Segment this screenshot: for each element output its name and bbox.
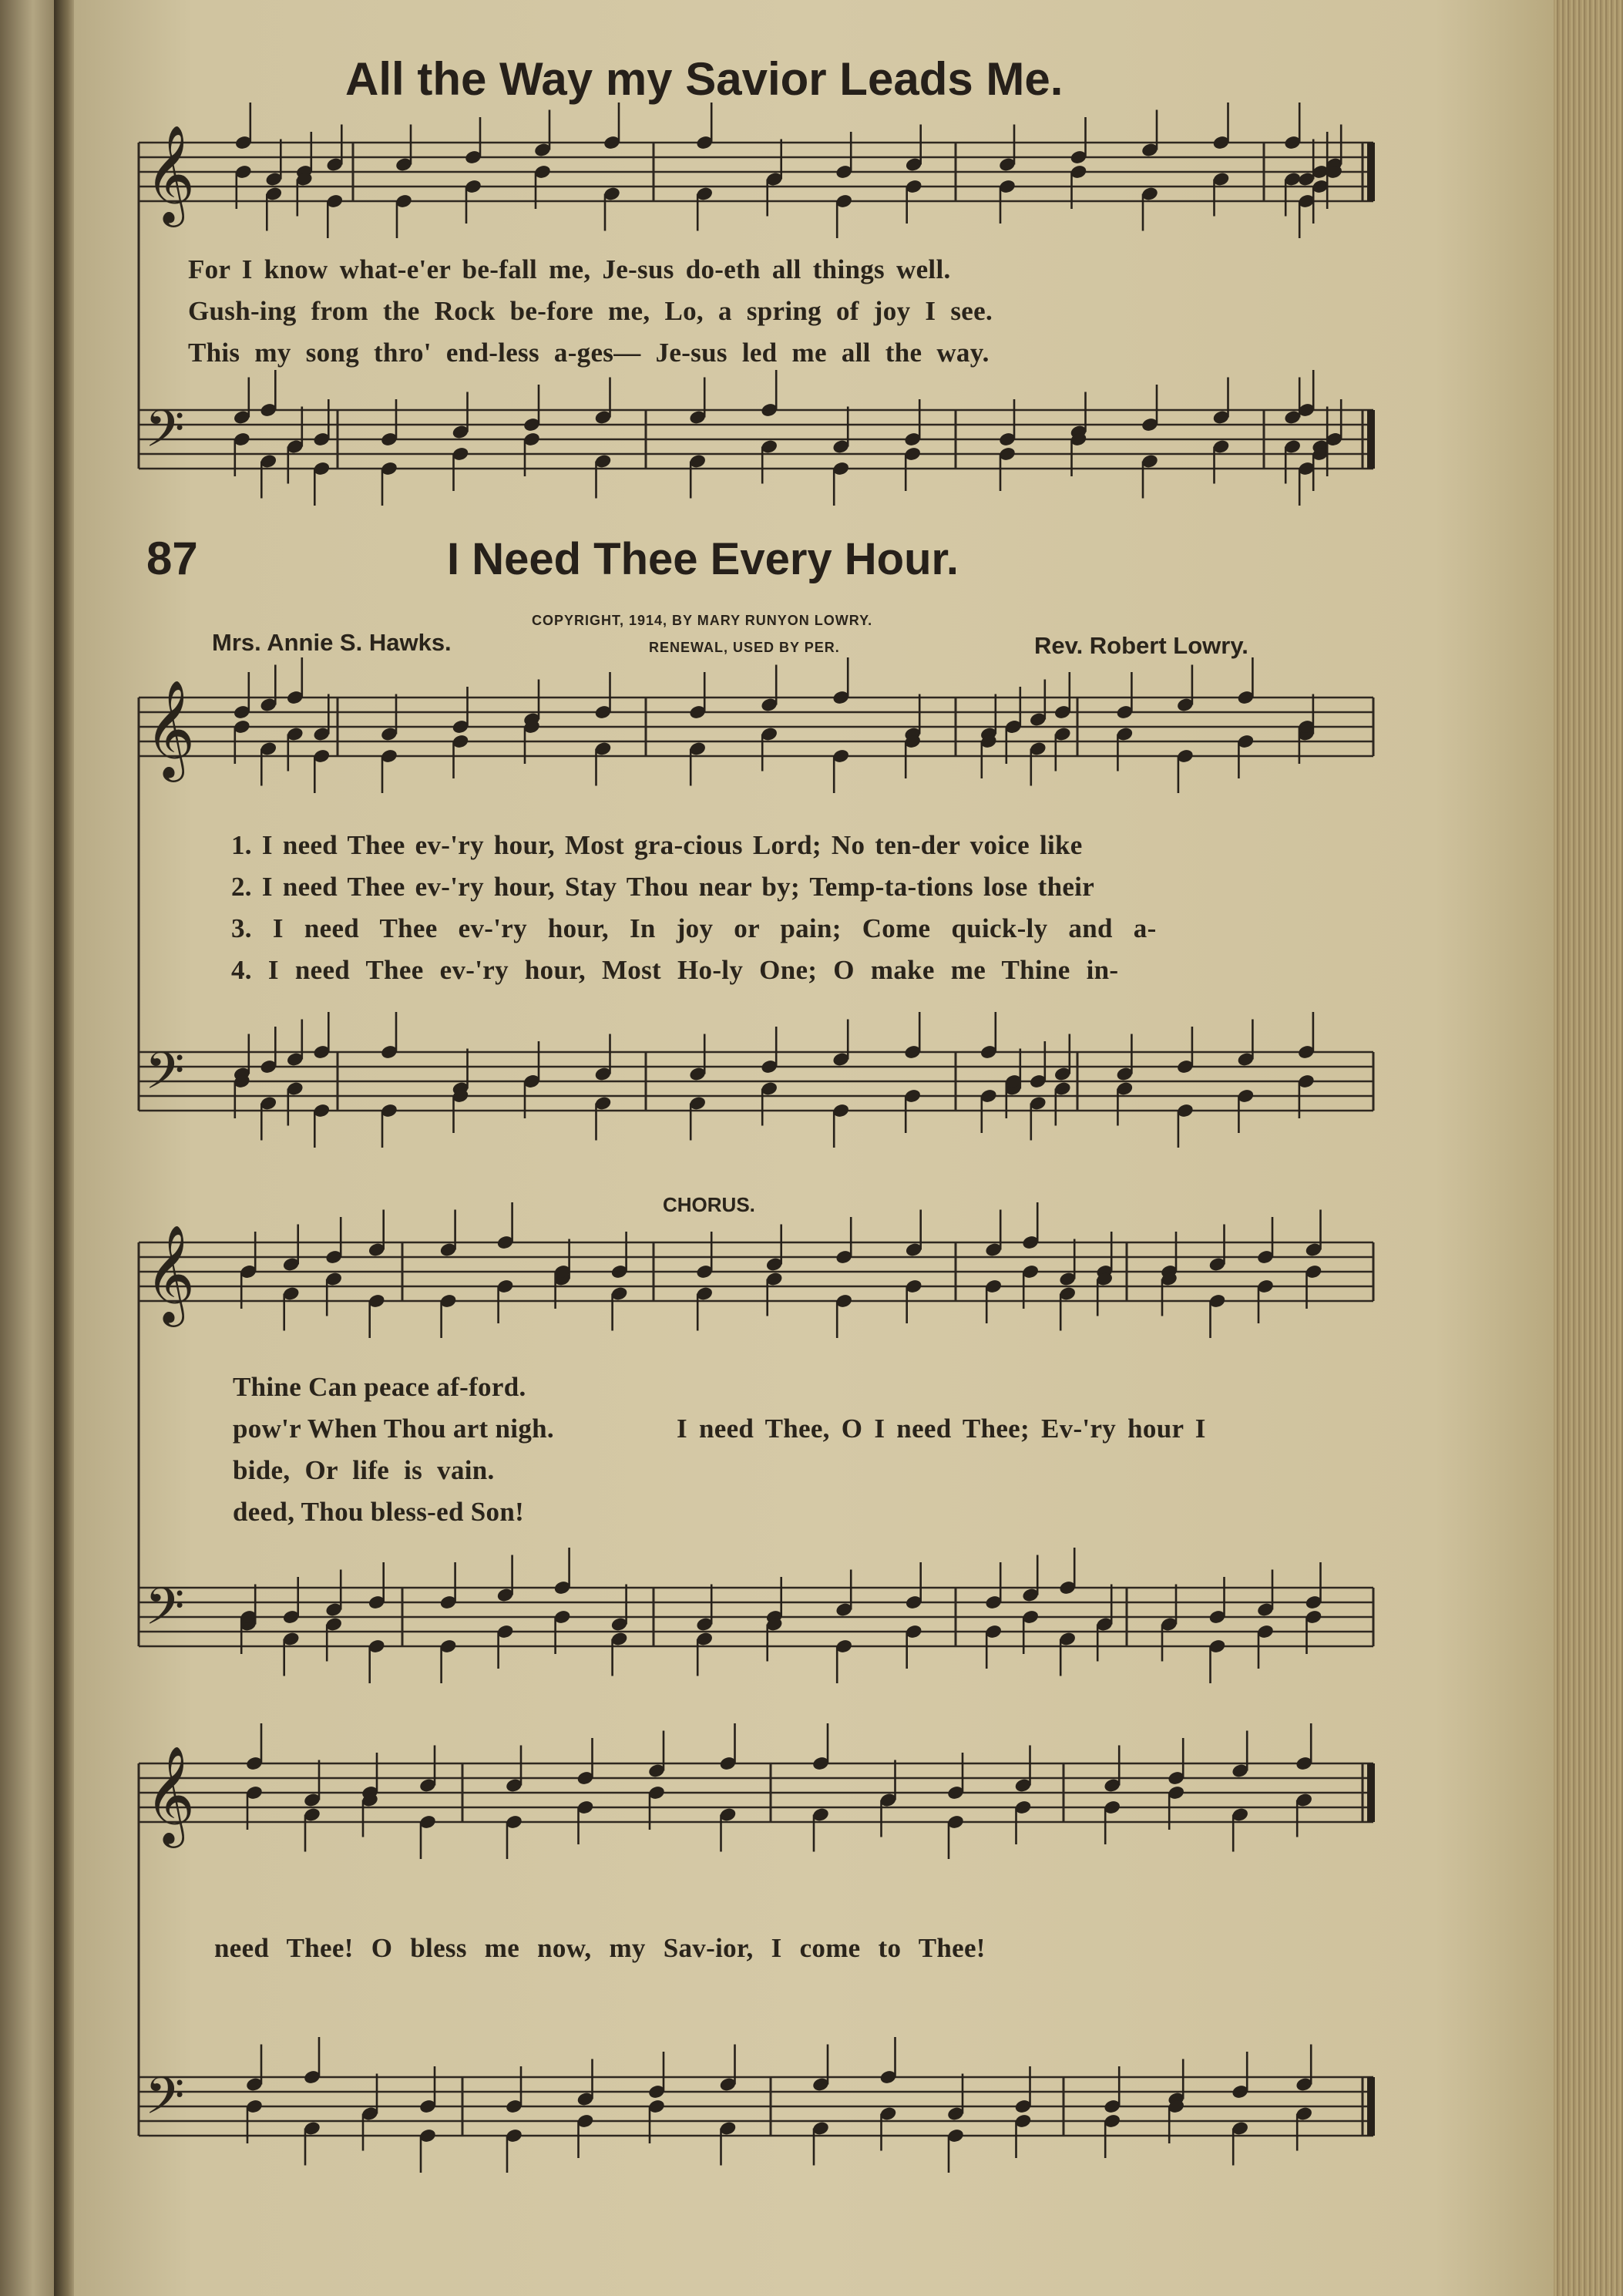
hymn-top-verse-2: Gush-ing from the Rock be-fore me, Lo, a spring of joy I see. bbox=[188, 296, 993, 326]
treble-clef-icon: 𝄞 bbox=[145, 124, 196, 223]
final-bar-thick bbox=[1367, 143, 1375, 201]
bass-clef-icon: 𝄢 bbox=[145, 399, 185, 471]
bass-clef-icon: 𝄢 bbox=[145, 1041, 185, 1113]
hymn-top-title: All the Way my Savior Leads Me. bbox=[345, 53, 1064, 105]
bass-clef-icon: 𝄢 bbox=[145, 2066, 185, 2138]
hymn-main-verse-3a: 3. I need Thee ev-'ry hour, In joy or pain; Come quick-ly and a- bbox=[231, 913, 1157, 943]
bass-clef-icon: 𝄢 bbox=[145, 1577, 185, 1649]
hymn-top-verse-1: For I know what-e'er be-fall me, Je-sus do-eth all things well. bbox=[188, 254, 951, 284]
hymn-main-verse-2b: pow'r When Thou art nigh. bbox=[233, 1414, 554, 1444]
final-bar-thick bbox=[1367, 1763, 1375, 1822]
hymn-number: 87 bbox=[146, 533, 198, 584]
copyright-line-1: COPYRIGHT, 1914, BY MARY RUNYON LOWRY. bbox=[532, 613, 873, 628]
hymn-main-verse-2a: 2. I need Thee ev-'ry hour, Stay Thou near by; Temp-ta-tions lose their bbox=[231, 872, 1095, 902]
hymn-top-verse-3: This my song thro' end-less a-ges— Je-sus led me all the way. bbox=[188, 338, 990, 368]
final-bar-thick bbox=[1367, 2077, 1375, 2136]
hymn-main-verse-4a: 4. I need Thee ev-'ry hour, Most Ho-ly One; O make me Thine in- bbox=[231, 955, 1119, 985]
hymn-main-verse-1a: 1. I need Thee ev-'ry hour, Most gra-cious Lord; No ten-der voice like bbox=[231, 830, 1083, 860]
chorus-label: CHORUS. bbox=[663, 1193, 755, 1216]
treble-clef-icon: 𝄞 bbox=[145, 679, 196, 778]
hymn-composer: Rev. Robert Lowry. bbox=[1034, 632, 1248, 659]
hymn-main-verse-4b: deed, Thou bless-ed Son! bbox=[233, 1497, 525, 1527]
final-bar-thick bbox=[1367, 410, 1375, 469]
hymn-author: Mrs. Annie S. Hawks. bbox=[212, 629, 452, 656]
hymn-main-title: I Need Thee Every Hour. bbox=[447, 534, 959, 584]
chorus-line-1: I need Thee, O I need Thee; Ev-'ry hour I bbox=[677, 1414, 1206, 1444]
chorus-line-2: need Thee! O bless me now, my Sav-ior, I come to Thee! bbox=[214, 1933, 986, 1963]
hymn-main-verse-1b: Thine Can peace af-ford. bbox=[233, 1372, 526, 1402]
copyright-line-2: RENEWAL, USED BY PER. bbox=[649, 640, 840, 655]
treble-clef-icon: 𝄞 bbox=[145, 1224, 196, 1323]
hymn-main-verse-3b: bide, Or life is vain. bbox=[233, 1455, 495, 1485]
treble-clef-icon: 𝄞 bbox=[145, 1745, 196, 1844]
